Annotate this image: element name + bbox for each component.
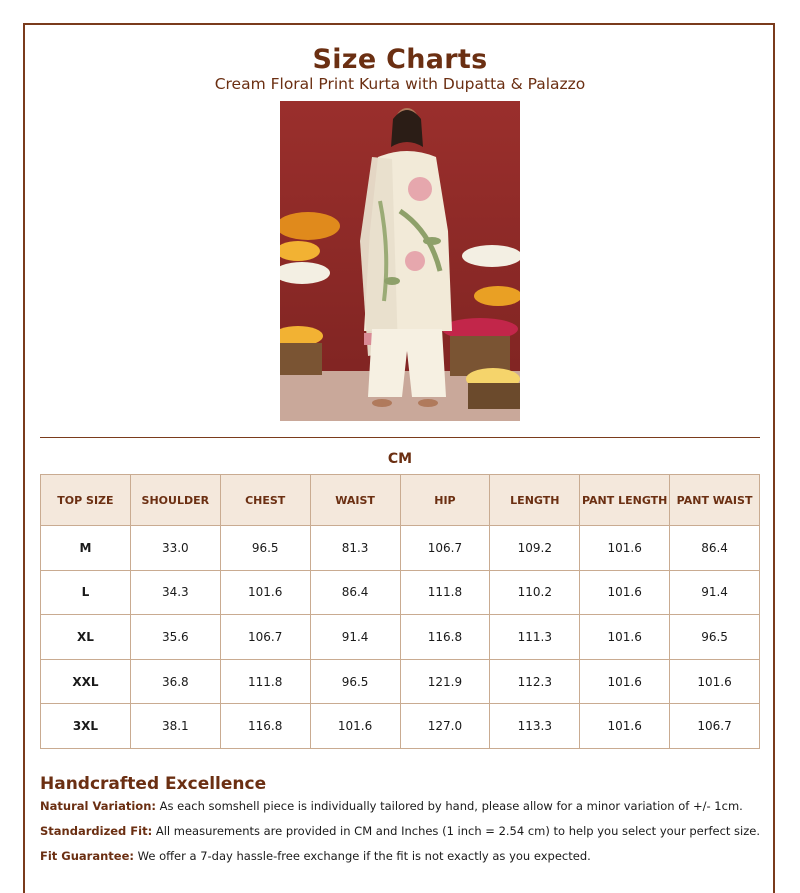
table-cell: 101.6 <box>310 704 400 749</box>
table-header-row <box>41 475 760 526</box>
table-cell: 38.1 <box>130 704 220 749</box>
table-cell: 81.3 <box>310 526 400 571</box>
size-cell: 3XL <box>41 704 131 749</box>
table-cell: 111.8 <box>400 570 490 615</box>
table-cell: 96.5 <box>670 615 760 660</box>
note-text: All measurements are provided in CM and Inches (1 inch = 2.54 cm) to help you select your perfect size. <box>152 824 761 838</box>
table-cell: 86.4 <box>670 526 760 571</box>
header-pant-waist: PANT WAIST <box>670 475 760 526</box>
size-chart-table <box>40 474 760 749</box>
table-row <box>41 704 760 749</box>
table-row <box>41 615 760 660</box>
note-label: Natural Variation: <box>40 799 156 813</box>
table-row <box>41 570 760 615</box>
note-label: Standardized Fit: <box>40 824 153 838</box>
note-text: We offer a 7-day hassle-free exchange if the fit is not exactly as you expected. <box>134 849 591 863</box>
table-cell: 101.6 <box>580 570 670 615</box>
header-pant-length: PANT LENGTH <box>580 475 670 526</box>
page-title: Size Charts <box>312 44 488 75</box>
table-cell: 86.4 <box>310 570 400 615</box>
header-waist: WAIST <box>310 475 400 526</box>
table-row <box>41 659 760 704</box>
table-cell: 96.5 <box>310 659 400 704</box>
product-subtitle: Cream Floral Print Kurta with Dupatta & Palazzo <box>214 75 586 93</box>
table-cell: 106.7 <box>670 704 760 749</box>
notes-title: Handcrafted Excellence <box>40 774 267 794</box>
section-divider <box>40 437 760 438</box>
header-shoulder: SHOULDER <box>130 475 220 526</box>
table-cell: 101.6 <box>220 570 310 615</box>
table-cell: 91.4 <box>670 570 760 615</box>
table-cell: 116.8 <box>400 615 490 660</box>
size-cell: XL <box>41 615 131 660</box>
table-cell: 96.5 <box>220 526 310 571</box>
note-text: As each somshell piece is individually tailored by hand, please allow for a minor variation of +/- 1cm. <box>155 799 743 813</box>
table-cell: 121.9 <box>400 659 490 704</box>
table-cell: 113.3 <box>490 704 580 749</box>
unit-label: CM <box>387 451 413 467</box>
note-label: Fit Guarantee: <box>40 849 134 863</box>
product-photo <box>280 101 520 421</box>
size-cell: M <box>41 526 131 571</box>
table-cell: 33.0 <box>130 526 220 571</box>
table-cell: 112.3 <box>490 659 580 704</box>
table-cell: 101.6 <box>580 526 670 571</box>
table-cell: 36.8 <box>130 659 220 704</box>
table-cell: 101.6 <box>670 659 760 704</box>
table-cell: 34.3 <box>130 570 220 615</box>
table-cell: 127.0 <box>400 704 490 749</box>
table-row <box>41 526 760 571</box>
size-cell: XXL <box>41 659 131 704</box>
table-cell: 111.3 <box>490 615 580 660</box>
header-chest: CHEST <box>220 475 310 526</box>
table-cell: 110.2 <box>490 570 580 615</box>
table-cell: 101.6 <box>580 615 670 660</box>
table-cell: 109.2 <box>490 526 580 571</box>
table-cell: 101.6 <box>580 659 670 704</box>
table-cell: 35.6 <box>130 615 220 660</box>
note-standardized-fit <box>40 824 760 838</box>
size-cell: L <box>41 570 131 615</box>
table-cell: 106.7 <box>220 615 310 660</box>
table-cell: 111.8 <box>220 659 310 704</box>
table-cell: 106.7 <box>400 526 490 571</box>
table-cell: 116.8 <box>220 704 310 749</box>
header-top-size: TOP SIZE <box>41 475 131 526</box>
note-natural-variation <box>40 799 743 813</box>
table-cell: 101.6 <box>580 704 670 749</box>
table-cell: 91.4 <box>310 615 400 660</box>
header-hip: HIP <box>400 475 490 526</box>
note-fit-guarantee <box>40 849 591 863</box>
header-length: LENGTH <box>490 475 580 526</box>
